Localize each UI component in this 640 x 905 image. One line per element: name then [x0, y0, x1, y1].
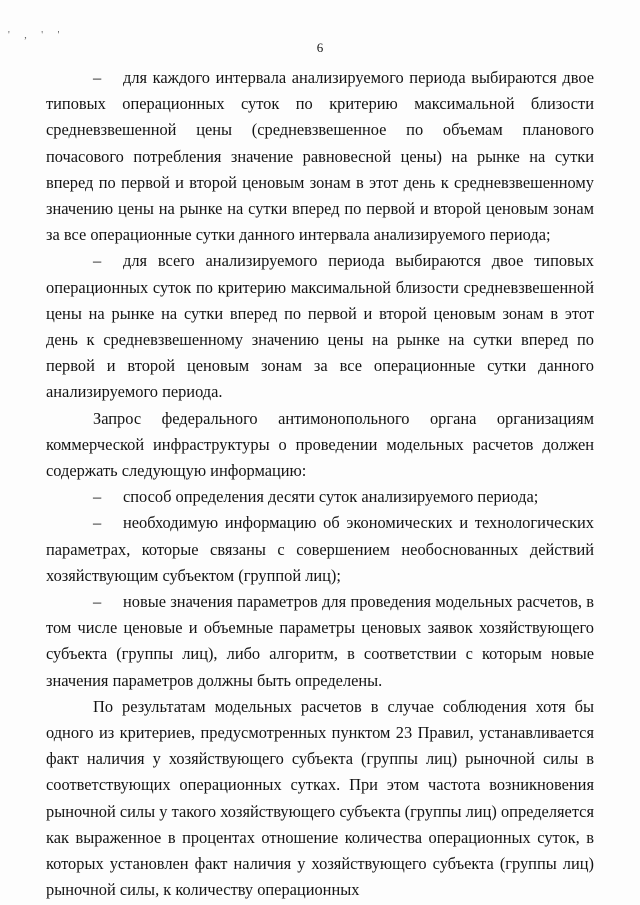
paragraph-modeling-results: По результатам модельных расчетов в случае соблюдения хотя бы одного из критериев, предусмотренных пунктом 23 Правил, устанавливается факт наличия у хозяйствующего субъекта (группы лиц) рыночной силы в соответствующих операционных сутках. При этом частота возникновения рыночной силы у такого хозяйствующего субъекта (группы лиц) определяется как выраженное в процентах отношение количества операционных суток, в которых установлен факт наличия у хозяйствующего субъекта (группы лиц) рыночной силы, к количеству операционных	[46, 696, 594, 900]
dash-marker: –	[93, 513, 102, 533]
paragraph-text: для каждого интервала анализируемого периода выбираются двое типовых операционных суток по критерию максимальной близости средневзвешенной цены (средневзвешенное по объемам планового почасового потребления значение равновесной цены) на рынке на сутки вперед по первой и второй ценовым зонам в этот день к средневзвешенному значению цены на рынке на сутки вперед по первой и второй ценовым зонам за все операционные сутки данного интервала анализируемого периода;	[46, 68, 594, 245]
list-item-new-values	[46, 589, 594, 694]
paragraph-request-content: Запрос федерального антимонопольного органа организациям коммерческой инфраструктуры о проведении модельных расчетов должен содержать следующую информацию:	[46, 408, 594, 481]
list-item-parameters	[46, 510, 594, 589]
page-number: 6	[316, 40, 324, 55]
list-item-text: новые значения параметров для проведения модельных расчетов, в том числе ценовые и объемные параметры ценовых заявок хозяйствующего субъекта (группы лиц), либо алгоритм, в соответствии с которым новые значения параметров должны быть определены.	[46, 592, 594, 690]
list-item-method	[46, 484, 594, 510]
paragraph-whole-period-days	[46, 248, 594, 405]
paragraph-text: для всего анализируемого периода выбираются двое типовых операционных суток по критерию максимальной близости средневзвешенной цены на рынке на сутки вперед по первой и второй ценовым зонам в этот день к средневзвешенному значению цены на рынке на сутки вперед по первой и второй ценовым зонам за все операционные сутки данного анализируемого периода.	[46, 251, 594, 402]
scan-specks: ' , ' '	[8, 30, 66, 41]
list-item-text: способ определения десяти суток анализируемого периода;	[123, 487, 539, 507]
list-item-text: необходимую информацию об экономических и технологических параметрах, которые связаны с совершением необоснованных действий хозяйствующим субъектом (группой лиц);	[46, 513, 594, 585]
dash-marker: –	[93, 592, 102, 612]
dash-marker: –	[93, 487, 102, 507]
dash-marker: –	[93, 251, 102, 271]
dash-marker: –	[93, 68, 102, 87]
document-body	[46, 65, 594, 904]
paragraph-interval-days	[46, 65, 594, 248]
